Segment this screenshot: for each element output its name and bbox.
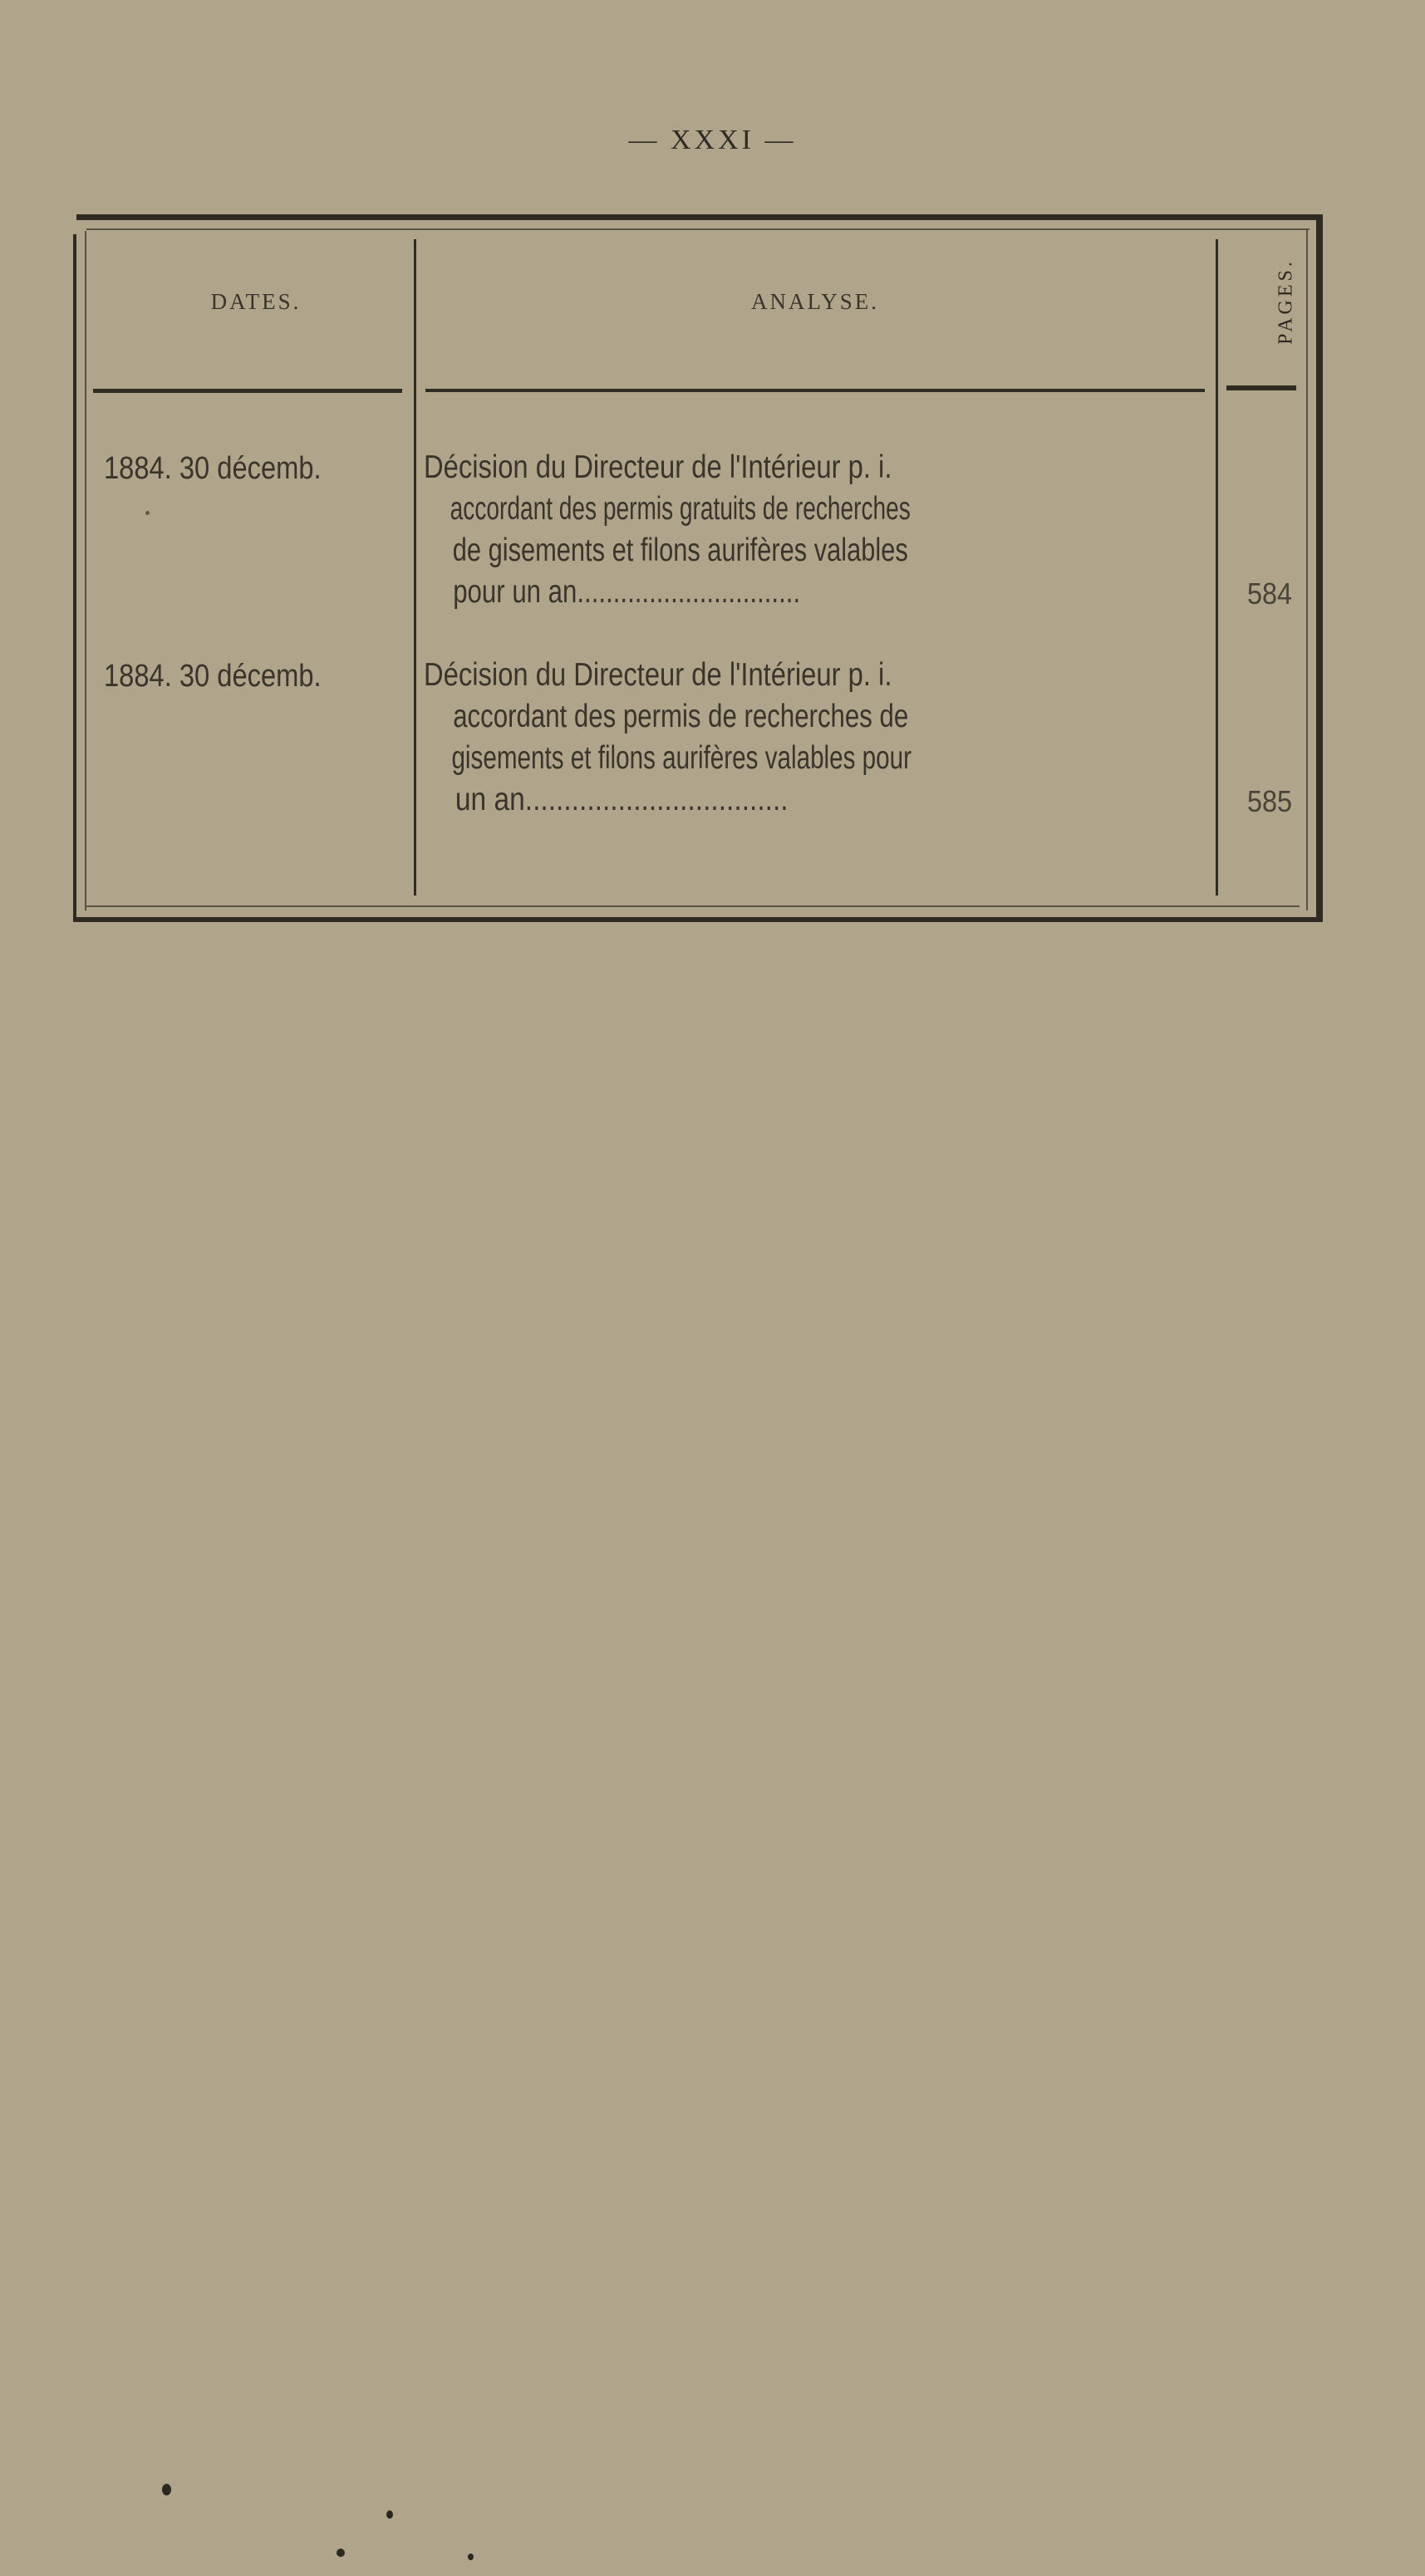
index-table <box>73 214 1323 922</box>
header-rule-pages <box>1226 385 1296 390</box>
row-1-analysis-line-3: de gisements et filons aurifères valables <box>452 532 908 568</box>
row-2-analysis-line-1: Décision du Directeur de l'Intérieur p. i. <box>424 657 892 693</box>
header-pages: PAGES. <box>1275 258 1297 345</box>
table-top-inner-rule <box>86 228 1310 230</box>
row-1-page: 584 <box>1247 577 1293 611</box>
table-bottom-rule <box>73 917 1319 922</box>
header-pages-cell <box>1262 231 1310 372</box>
header-analysis: ANALYSE. <box>750 289 880 314</box>
row-2-analysis-line-2: accordant des permis de recherches de <box>453 699 909 734</box>
ink-speck <box>337 2549 345 2557</box>
ink-speck <box>145 511 150 515</box>
header-dates: DATES. <box>210 289 302 314</box>
table-bottom-inner-rule <box>86 905 1300 907</box>
row-2-page: 585 <box>1247 784 1293 818</box>
row-1-date: 1884. 30 décemb. <box>104 451 322 486</box>
row-1-analysis-line-1: Décision du Directeur de l'Intérieur p. i. <box>424 449 892 485</box>
column-divider-analysis <box>1216 239 1218 895</box>
ink-speck <box>468 2554 474 2560</box>
row-2-analysis <box>424 655 1213 821</box>
table-right-rule <box>1316 214 1323 922</box>
column-divider-dates <box>414 239 416 895</box>
row-2-analysis-line-4: un an.................................. <box>455 782 789 817</box>
table-top-rule <box>76 214 1323 220</box>
row-2-date: 1884. 30 décemb. <box>104 659 322 694</box>
row-1-analysis <box>424 447 1213 613</box>
table-left-inner-rule <box>85 231 86 910</box>
header-rule-dates <box>93 389 402 393</box>
ink-speck <box>162 2484 171 2495</box>
row-2-analysis-line-3: gisements et filons aurifères valables pour <box>451 740 912 776</box>
row-1-analysis-line-4: pour un an............................... <box>453 574 801 610</box>
row-1-analysis-line-2: accordant des permis gratuits de recherches <box>450 491 911 527</box>
header-rule-analysis <box>425 389 1205 392</box>
table-left-rule <box>73 234 76 919</box>
page-number: — XXXI — <box>628 125 797 155</box>
ink-speck <box>386 2510 393 2519</box>
